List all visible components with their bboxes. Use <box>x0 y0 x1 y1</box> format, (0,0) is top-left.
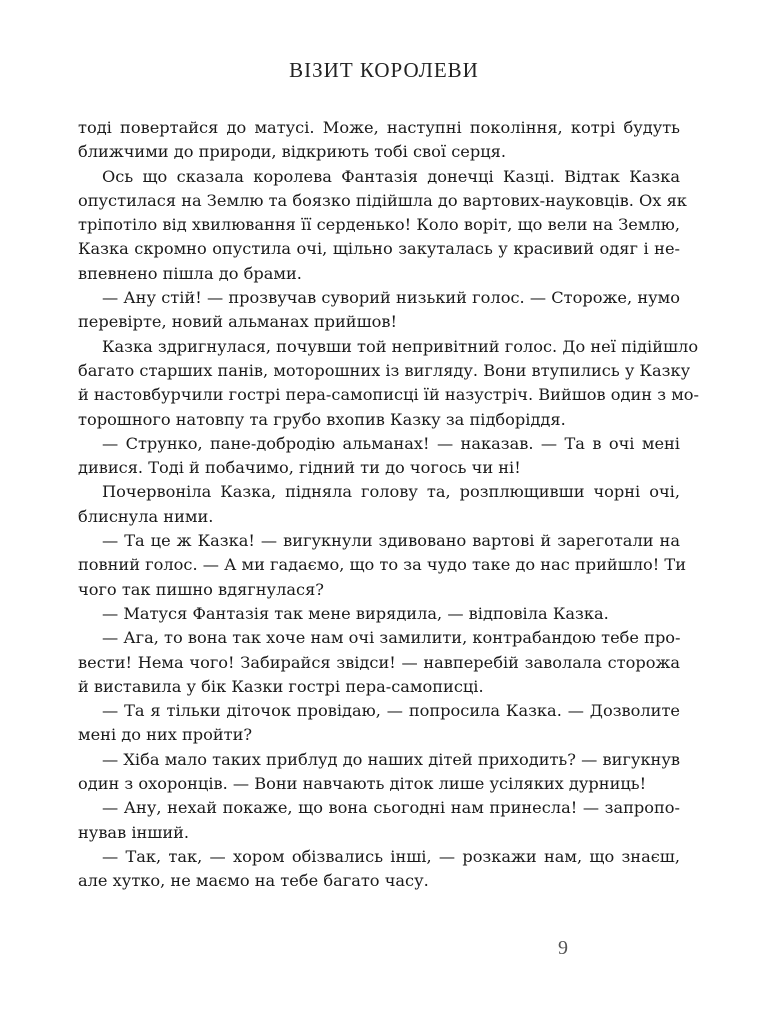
text-line: перевірте, новий альманах прийшов! <box>78 312 398 332</box>
text-line: й виставила у бік Казки гострі пера-самописці. <box>78 676 484 696</box>
text-line: мені до них пройти? <box>78 725 253 745</box>
text-line: Ось що сказала королева Фантазія донечці Казці. Відтак Казка <box>102 166 680 186</box>
page-number: 9 <box>558 937 568 959</box>
text-line: дивися. Тоді й побачимо, гідний ти до чогось чи ні! <box>78 458 521 478</box>
text-line: опустилася на Землю та боязко підійшла до вартових-науковців. Ох як <box>78 190 687 210</box>
text-line: — Хіба мало таких приблуд до наших дітей приходить? — вигукнув <box>102 749 680 769</box>
text-line: — Та це ж Казка! — вигукнули здивовано вартові й зареготали на <box>102 531 680 551</box>
text-line: й настовбурчили гострі пера-самописці їй назустріч. Вийшов один з мо- <box>78 385 700 405</box>
text-line: блиснула ними. <box>78 506 214 526</box>
text-line: один з охоронців. — Вони навчають діток лише усіляких дурниць! <box>78 774 647 794</box>
text-line: торошного натовпу та грубо вхопив Казку за підборіддя. <box>78 409 566 429</box>
text-line: Почервоніла Казка, підняла голову та, розплющивши чорні очі, <box>102 482 680 502</box>
text-line: нував інший. <box>78 822 190 842</box>
text-line: — Ага, то вона так хоче нам очі замилити, контрабандою тебе про- <box>102 628 681 648</box>
text-line: тріпотіло від хвилювання її серденько! Коло воріт, що вели на Землю, <box>78 215 680 235</box>
text-line: ближчими до природи, відкриють тобі свої серця. <box>78 142 507 162</box>
body-text <box>78 116 700 894</box>
text-line: — Так, так, — хором обізвались інші, — розкажи нам, що знаєш, <box>102 846 680 866</box>
text-line: але хутко, не маємо на тебе багато часу. <box>78 871 429 891</box>
text-line: — Ану стій! — прозвучав суворий низький голос. — Стороже, нумо <box>102 288 680 308</box>
text-line: тоді повертайся до матусі. Може, наступні покоління, котрі будуть <box>78 118 680 137</box>
text-line: повний голос. — А ми гадаємо, що то за чудо таке до нас прийшло! Ти <box>78 555 686 575</box>
text-line: Казка скромно опустила очі, щільно закуталась у красивий одяг і не- <box>78 239 680 259</box>
text-line: впевнено пішла до брами. <box>78 263 302 283</box>
text-line: — Струнко, пане-добродію альманах! — наказав. — Та в очі мені <box>102 433 680 453</box>
text-line: — Та я тільки діточок провідаю, — попросила Казка. — Дозволите <box>102 701 680 721</box>
text-line: Казка здригнулася, почувши той непривітний голос. До неї підійшло <box>102 336 699 356</box>
text-line: багато старших панів, моторошних із вигляду. Вони втупились у Казку <box>78 360 691 380</box>
text-line: вести! Нема чого! Забирайся звідси! — навперебій заволала сторожа <box>78 652 680 672</box>
text-line: — Ану, нехай покаже, що вона сьогодні нам принесла! — запропо- <box>102 798 680 818</box>
running-head: ВІЗИТ КОРОЛЕВИ <box>289 58 479 82</box>
text-line: — Матуся Фантазія так мене вирядила, — відповіла Казка. <box>102 603 609 623</box>
text-line: чого так пишно вдягнулася? <box>78 579 324 599</box>
